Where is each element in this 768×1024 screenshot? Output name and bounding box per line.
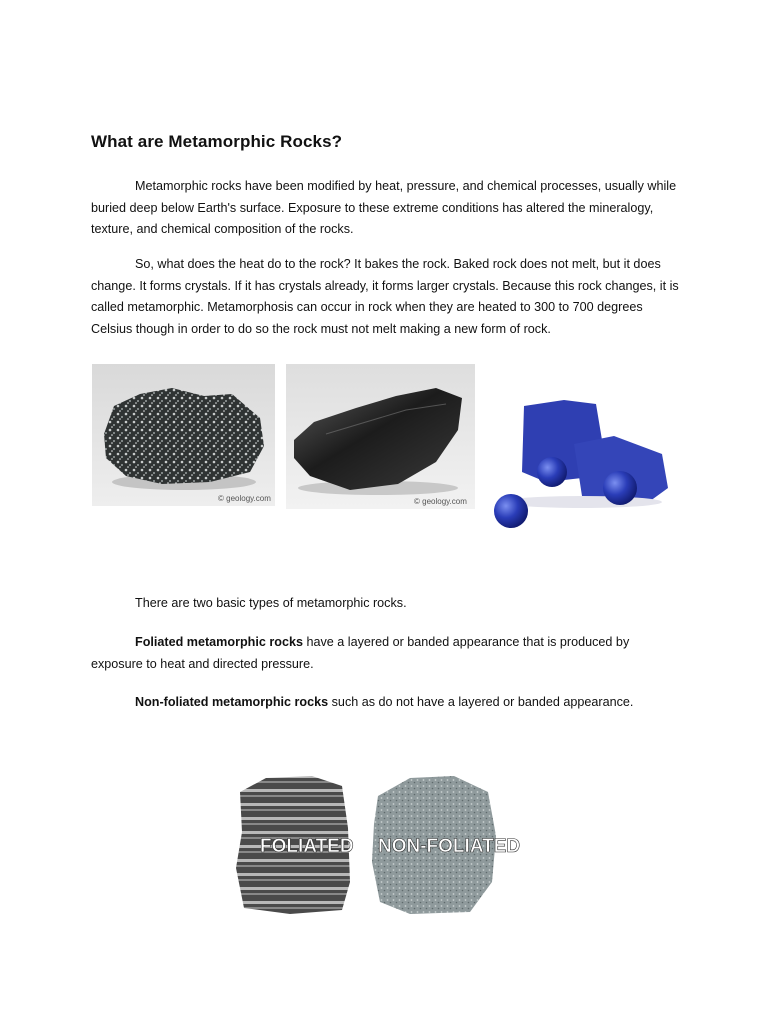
label-foliated: FOLIATED [260, 836, 354, 857]
foliated-term: Foliated metamorphic rocks [135, 635, 303, 649]
paragraph-intro: Metamorphic rocks have been modified by heat, pressure, and chemical processes, usually while buried deep below Earth's surface. Exposure to these extreme conditions has altered the mineralogy, texture, and chemical composition of the rocks. [91, 179, 677, 236]
foliated-description: have a layered or banded appearance that is produced by exposure to heat and directed pressure. [91, 635, 630, 671]
nonfoliated-description: such as do not have a layered or banded appearance. [328, 695, 634, 709]
nonfoliated-term: Non-foliated metamorphic rocks [135, 695, 329, 709]
label-nonfoliated: NON-FOLIATED [378, 836, 521, 857]
paragraph-foliated [91, 632, 681, 675]
paragraph-heat: So, what does the heat do to the rock? It bakes the rock. Baked rock does not melt, but it does change. It forms crystals. If it has crystals already, it forms larger crystals. Because this rock changes, it is called metamorphic. Metamorphosis can occur in rock when they are heated to 300 to 700 degrees Celsius though in order to do so the rock must not melt making a new form of rock. [91, 257, 679, 336]
page-title: What are Metamorphic Rocks? [91, 132, 343, 151]
types-intro: There are two basic types of metamorphic rocks. [135, 596, 407, 610]
rock-photo-gneiss [92, 364, 275, 506]
paragraph-nonfoliated [135, 692, 633, 714]
rock-photo-black [286, 364, 475, 509]
rock-photo-lapis [486, 392, 678, 540]
foliated-vs-nonfoliated-image [230, 772, 521, 920]
photo-credit-2: © geology.com [414, 497, 467, 506]
photo-credit-1: © geology.com [218, 494, 271, 503]
